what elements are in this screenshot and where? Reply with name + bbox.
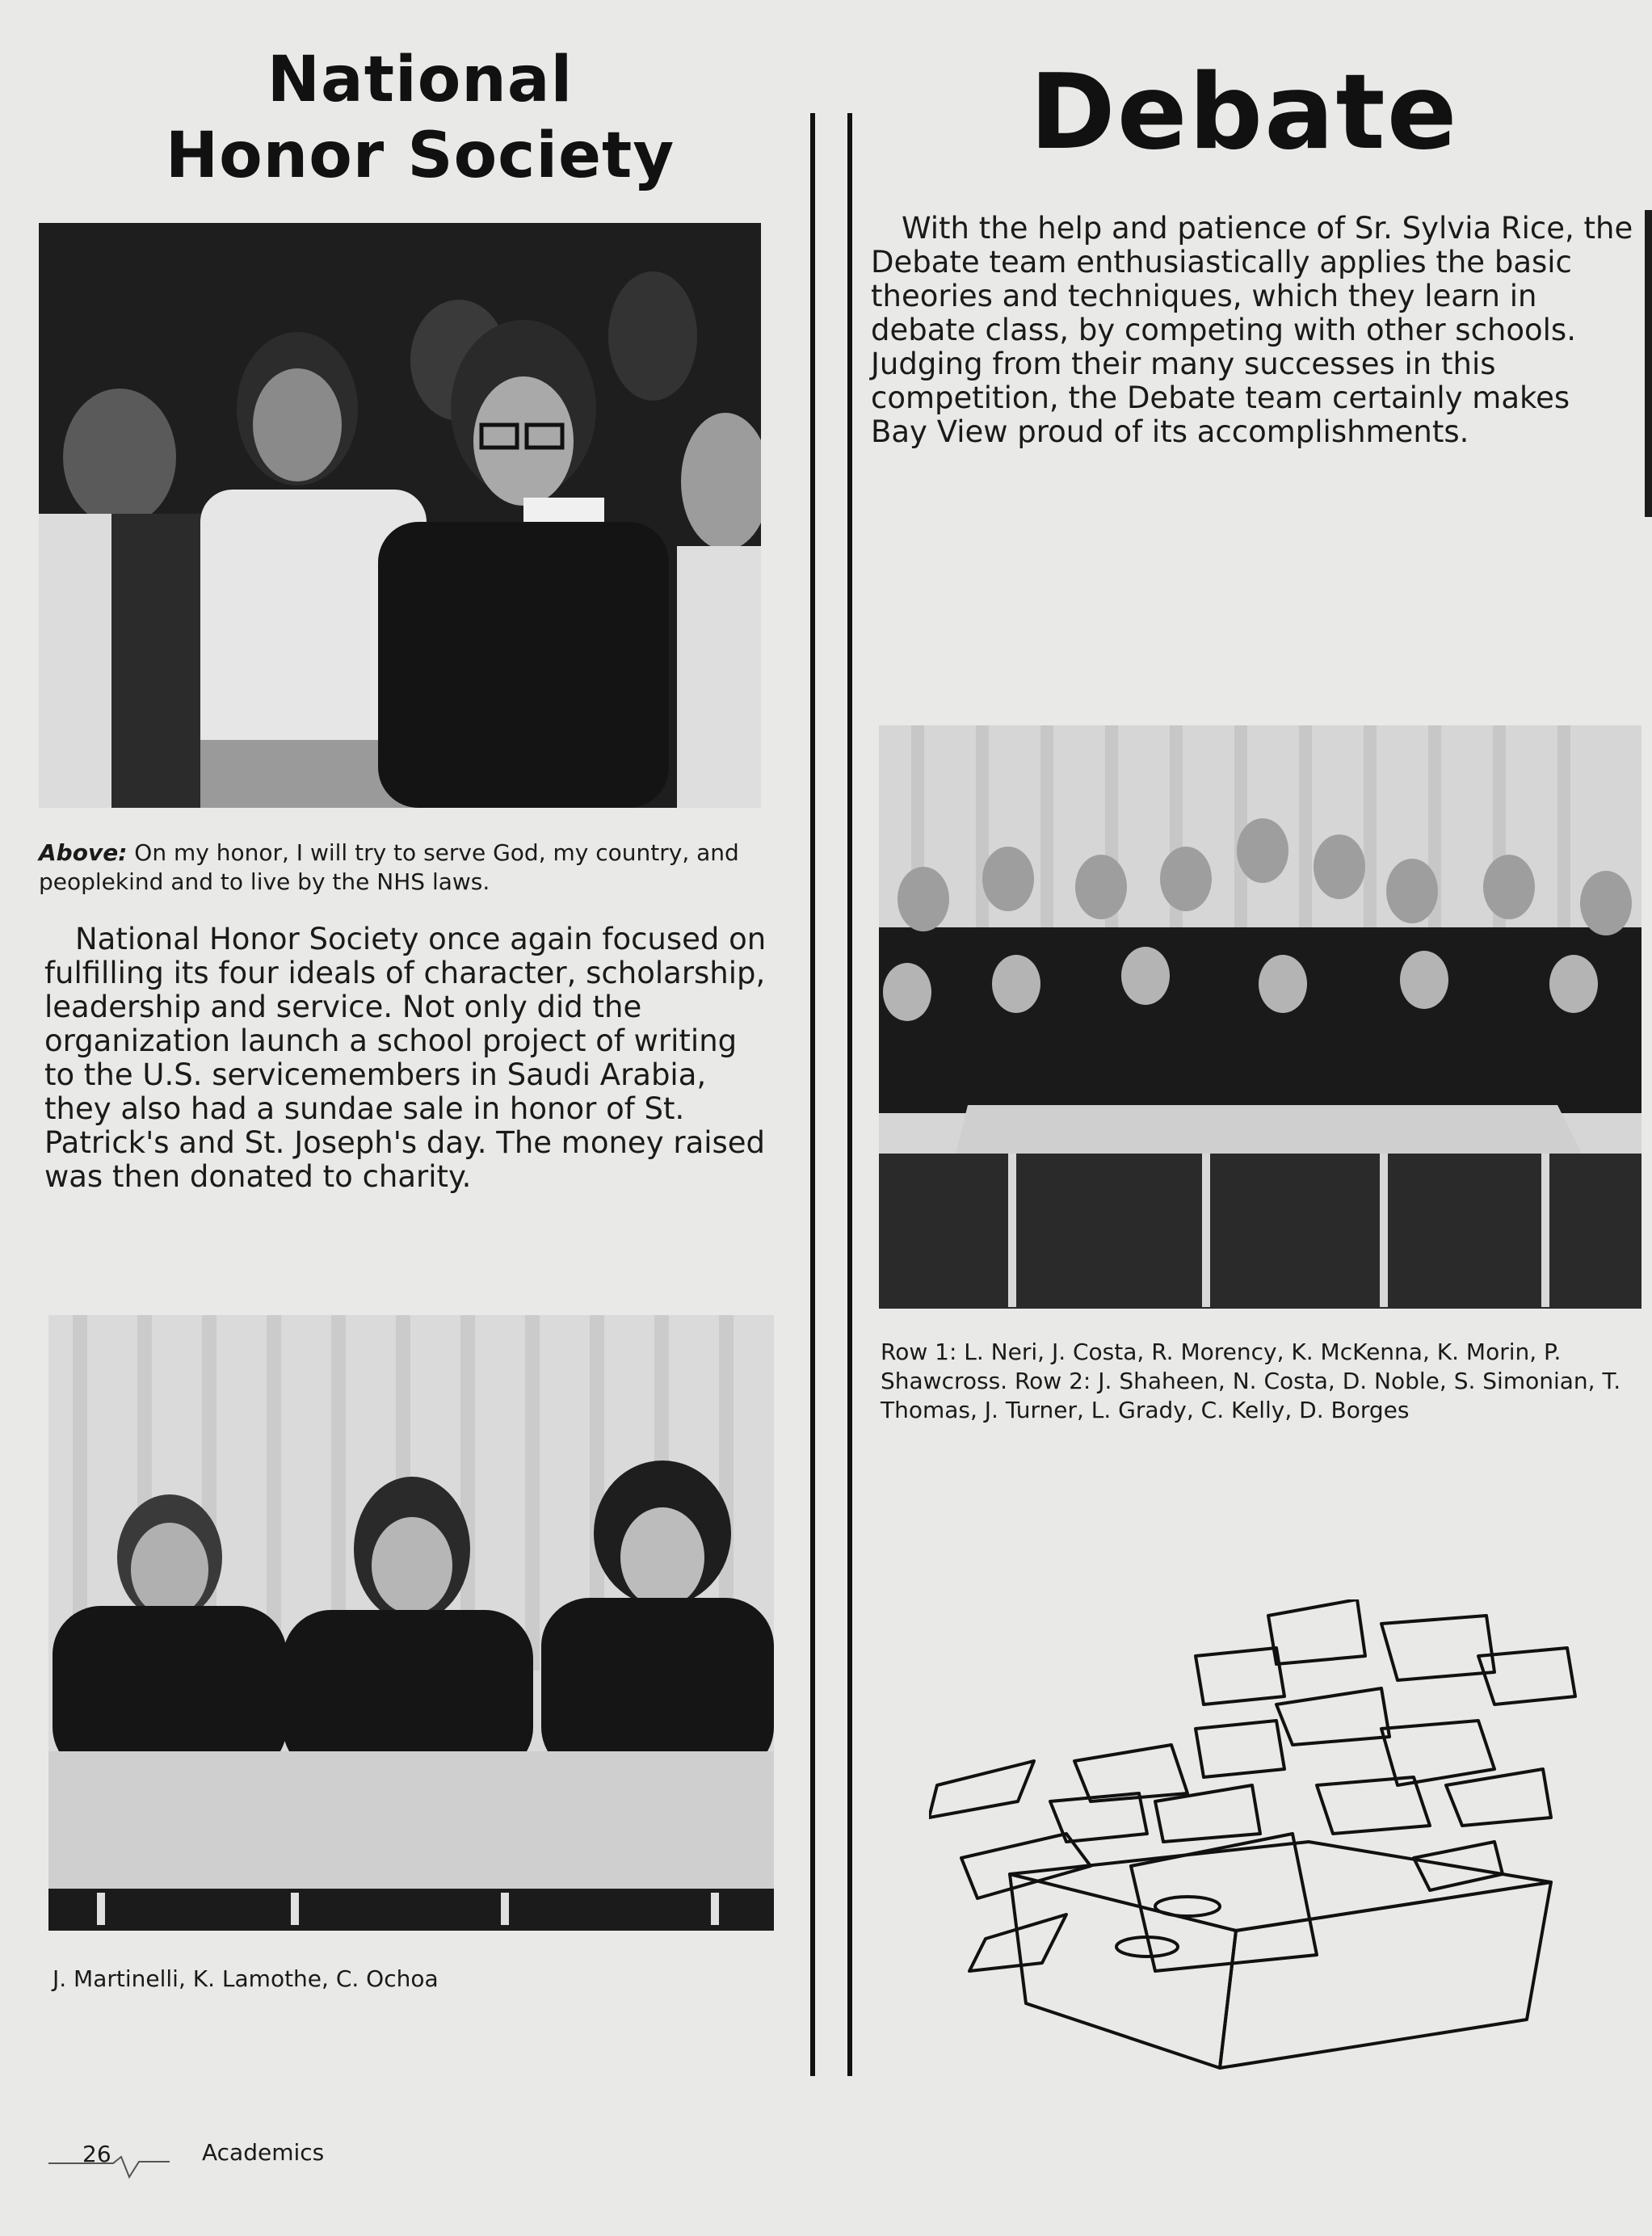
nhs-photo-caption bbox=[39, 838, 766, 897]
debate-title: Debate bbox=[1029, 53, 1459, 173]
column-divider-right bbox=[847, 113, 852, 2076]
debate-team-caption: Row 1: L. Neri, J. Costa, R. Morency, K. McKenna, K. Morin, P. Shawcross. Row 2: J. Shaheen, N. Costa, D. Noble, S. Simonian, T. Thomas, J. Turner, L. Grady, C. Kelly, D. Borges bbox=[881, 1339, 1621, 1423]
nhs-officers-photo-art bbox=[48, 1315, 774, 1931]
debate-team-photo-art bbox=[879, 725, 1641, 1309]
nhs-body-text: National Honor Society once again focused on fulfilling its four ideals of character, scholarship, leadership and service. Not only did the organization launch a school project of writing to the U.S. servicemembers in Saudi Arabia, they also had a sundae sale in honor of St. Patrick's and St. Joseph's day. The money raised was then donated to charity. bbox=[44, 922, 767, 1194]
page-edge-mark bbox=[1645, 210, 1652, 517]
nhs-officers-photo bbox=[48, 1315, 774, 1931]
nhs-pledge-photo bbox=[39, 223, 761, 808]
debate-body-text: With the help and patience of Sr. Sylvia Rice, the Debate team enthusiastically applies the basic theories and techniques, which they learn in debate class, by competing with other schools. Judging from their many successes in this competition, the Debate team certainly makes Bay View proud of its accomplishments. bbox=[871, 211, 1633, 449]
nhs-title-line2: Honor Society bbox=[165, 120, 675, 192]
section-name: Academics bbox=[202, 2139, 325, 2166]
page-footer bbox=[48, 2133, 452, 2181]
nhs-pledge-photo-art bbox=[39, 223, 761, 808]
nhs-title bbox=[32, 42, 808, 194]
page-number: 26 bbox=[82, 2141, 111, 2167]
column-divider-left bbox=[810, 113, 815, 2076]
nhs-title-line1: National bbox=[267, 44, 574, 116]
debate-team-photo bbox=[879, 725, 1641, 1309]
nhs-photo-caption-label: Above: bbox=[39, 839, 128, 866]
papers-box-drawing bbox=[929, 1599, 1591, 2084]
papers-box-illustration bbox=[929, 1599, 1591, 2084]
nhs-officers-caption: J. Martinelli, K. Lamothe, C. Ochoa bbox=[53, 1965, 439, 1992]
nhs-photo-caption-text: On my honor, I will try to serve God, my country, and peoplekind and to live by the NHS laws. bbox=[39, 839, 739, 895]
